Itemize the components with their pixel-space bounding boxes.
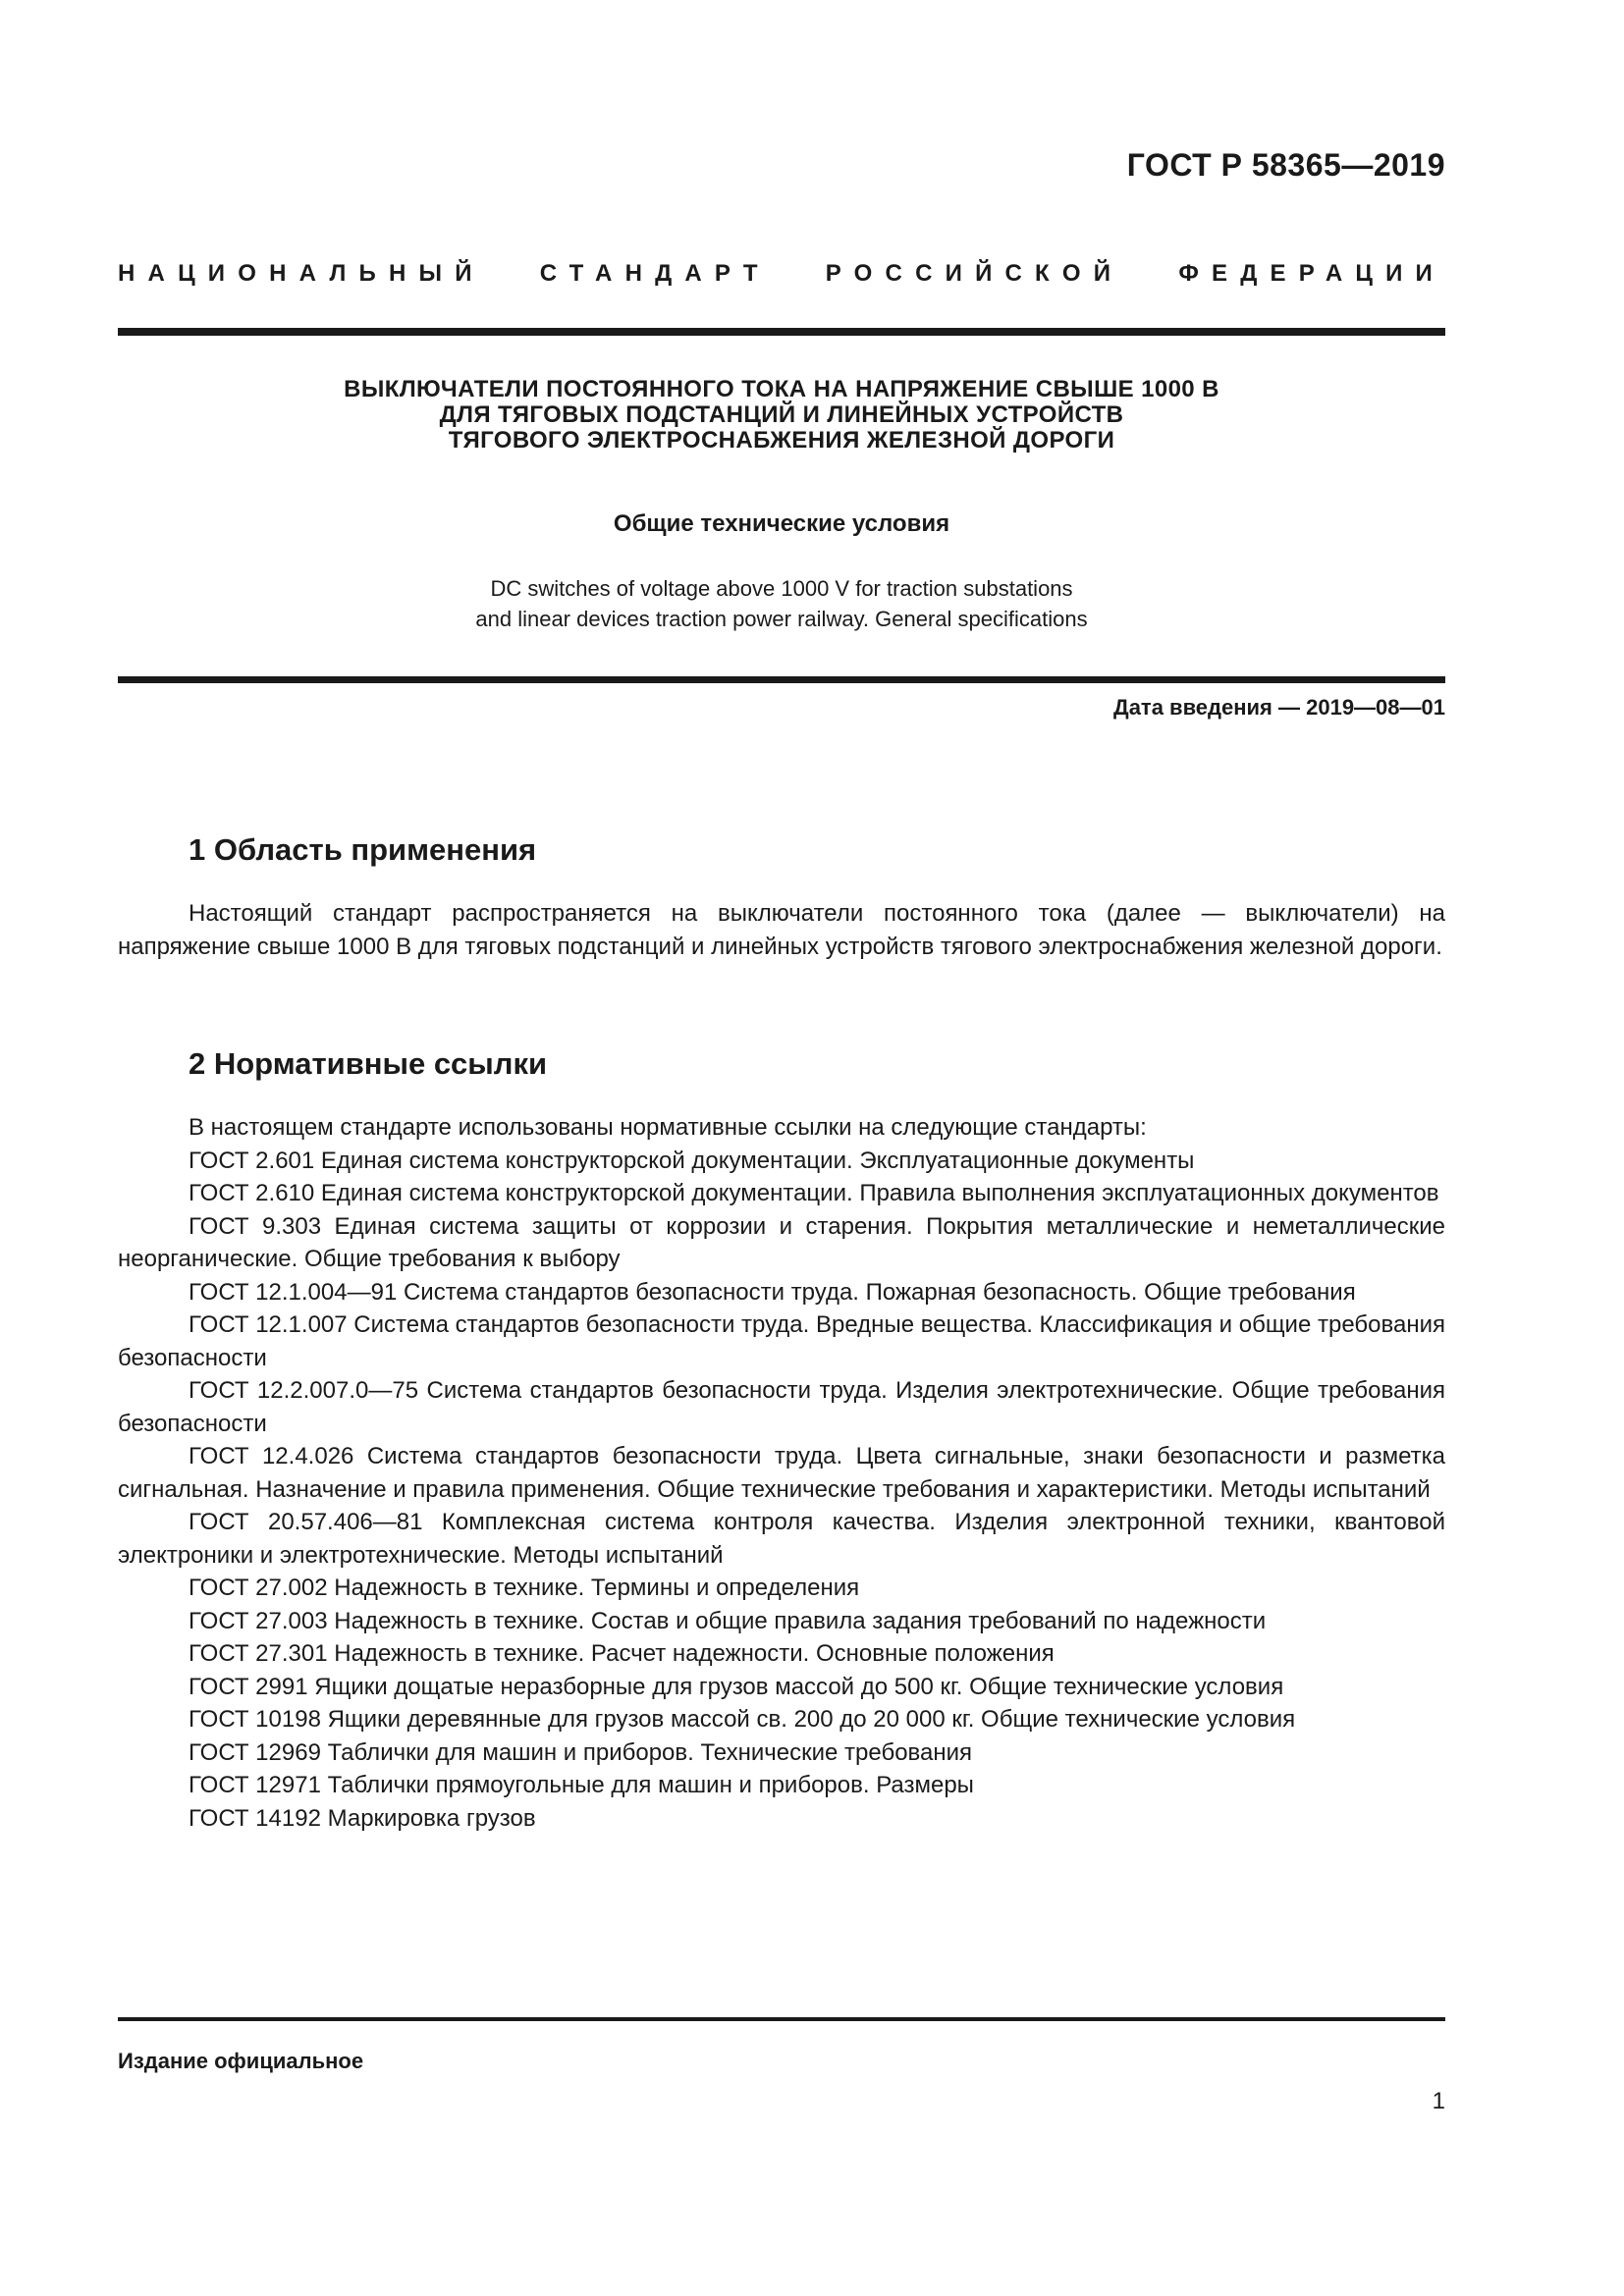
section-heading-references: 2 Нормативные ссылки [189, 1046, 548, 1081]
reference-item: ГОСТ 27.003 Надежность в технике. Состав и общие правила задания требований по надежности [189, 1607, 1267, 1634]
reference-item: ГОСТ 2991 Ящики дощатые неразборные для грузов массой до 500 кг. Общие технические условия [189, 1673, 1284, 1700]
title-line: ВЫКЛЮЧАТЕЛИ ПОСТОЯННОГО ТОКА НА НАПРЯЖЕНИЕ СВЫШЕ 1000 В [344, 376, 1219, 402]
middle-divider [118, 676, 1445, 683]
reference-item: ГОСТ 27.301 Надежность в технике. Расчет надежности. Основные положения [189, 1640, 1055, 1667]
english-title-line: DC switches of voltage above 1000 V for traction substations [490, 576, 1073, 601]
references-intro: В настоящем стандарте использованы нормативные ссылки на следующие стандарты: [189, 1114, 1147, 1141]
section-heading-scope: 1 Область применения [189, 832, 537, 867]
document-title [118, 377, 1445, 454]
reference-item: ГОСТ 10198 Ящики деревянные для грузов массой св. 200 до 20 000 кг. Общие технические условия [189, 1706, 1296, 1733]
page-number: 1 [1432, 2088, 1445, 2114]
english-title-line: and linear devices traction power railway. General specifications [475, 607, 1088, 631]
reference-item: ГОСТ 12.2.007.0—75 Система стандартов безопасности труда. Изделия электротехнические. Общие требования безопасности [118, 1377, 1445, 1437]
reference-item: ГОСТ 20.57.406—81 Комплексная система контроля качества. Изделия электронной техники, квантовой электроники и электротехнические. Методы испытаний [118, 1509, 1445, 1569]
document-page [118, 0, 1445, 2296]
reference-item: ГОСТ 12.4.026 Система стандартов безопасности труда. Цвета сигнальные, знаки безопасности и разметка сигнальная. Назначение и правила применения. Общие технические требования и характеристики. Методы испытаний [118, 1443, 1445, 1503]
reference-item: ГОСТ 12.1.007 Система стандартов безопасности труда. Вредные вещества. Классификация и общие требования безопасности [118, 1311, 1445, 1371]
scope-paragraph: Настоящий стандарт распространяется на выключатели постоянного тока (далее — выключатели) на напряжение свыше 1000 В для тяговых подстанций и линейных устройств тягового электроснабжения железной дороги. [118, 900, 1445, 960]
edition-label: Издание официальное [118, 2049, 364, 2073]
reference-item: ГОСТ 2.610 Единая система конструкторской документации. Правила выполнения эксплуатационных документов [189, 1180, 1439, 1206]
reference-item: ГОСТ 9.303 Единая система защиты от коррозии и старения. Покрытия металлические и неметаллические неорганические. Общие требования к выбору [118, 1212, 1445, 1272]
reference-item: ГОСТ 2.601 Единая система конструкторской документации. Эксплуатационные документы [189, 1147, 1195, 1174]
title-line: ТЯГОВОГО ЭЛЕКТРОСНАБЖЕНИЯ ЖЕЛЕЗНОЙ ДОРОГИ [448, 427, 1115, 454]
standard-number: ГОСТ Р 58365—2019 [1126, 147, 1445, 183]
reference-item: ГОСТ 12969 Таблички для машин и приборов. Технические требования [189, 1738, 973, 1766]
reference-item: ГОСТ 27.002 Надежность в технике. Термины и определения [189, 1575, 860, 1601]
references-list [118, 1111, 1445, 1835]
national-standard-label: НАЦИОНАЛЬНЫЙ СТАНДАРТ РОССИЙСКОЙ ФЕДЕРАЦИИ [118, 260, 1445, 287]
english-title [118, 573, 1445, 634]
introduction-date: Дата введения — 2019—08—01 [1113, 695, 1445, 720]
document-subtitle: Общие технические условия [613, 510, 950, 537]
top-divider [118, 328, 1445, 336]
footer-divider [118, 2017, 1445, 2021]
reference-item: ГОСТ 14192 Маркировка грузов [189, 1804, 536, 1832]
reference-item: ГОСТ 12971 Таблички прямоугольные для машин и приборов. Размеры [189, 1772, 974, 1798]
title-line: ДЛЯ ТЯГОВЫХ ПОДСТАНЦИЙ И ЛИНЕЙНЫХ УСТРОЙСТВ [439, 401, 1124, 428]
reference-item: ГОСТ 12.1.004—91 Система стандартов безопасности труда. Пожарная безопасность. Общие требования [189, 1278, 1356, 1306]
